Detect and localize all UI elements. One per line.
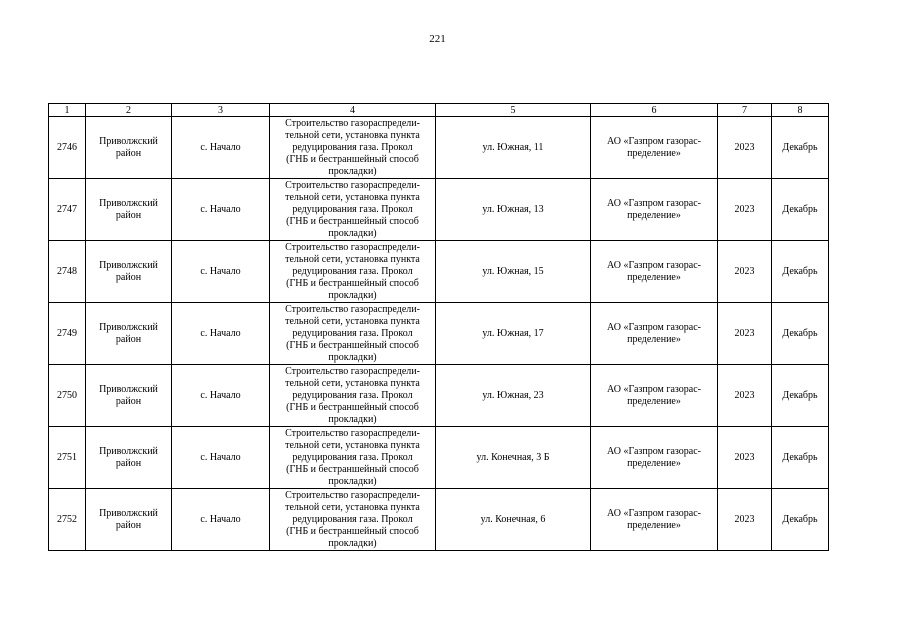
- settlement-cell: с. Начало: [172, 365, 270, 427]
- address-cell: ул. Южная, 11: [436, 117, 591, 179]
- table-row: [49, 365, 829, 427]
- organization-cell: АО «Газпром газорас- пределение»: [591, 489, 718, 551]
- month-cell: Декабрь: [772, 365, 829, 427]
- year-cell: 2023: [718, 427, 772, 489]
- address-cell: ул. Южная, 17: [436, 303, 591, 365]
- works-table: [48, 103, 829, 551]
- year-cell: 2023: [718, 241, 772, 303]
- settlement-cell: с. Начало: [172, 427, 270, 489]
- organization-cell: АО «Газпром газорас- пределение»: [591, 117, 718, 179]
- column-header: 8: [772, 104, 829, 117]
- organization-cell: АО «Газпром газорас- пределение»: [591, 241, 718, 303]
- district-cell: Приволжский район: [86, 365, 172, 427]
- month-cell: Декабрь: [772, 241, 829, 303]
- column-header: 7: [718, 104, 772, 117]
- address-cell: ул. Конечная, 3 Б: [436, 427, 591, 489]
- row-number-cell: 2751: [49, 427, 86, 489]
- work-description-cell: Строительство газораспредели- тельной сети, установка пункта редуцирования газа. Прокол (ГНБ и бестраншейный способ прокладки): [270, 365, 436, 427]
- column-header: 6: [591, 104, 718, 117]
- month-cell: Декабрь: [772, 179, 829, 241]
- organization-cell: АО «Газпром газорас- пределение»: [591, 365, 718, 427]
- table-row: [49, 117, 829, 179]
- column-header: 4: [270, 104, 436, 117]
- settlement-cell: с. Начало: [172, 489, 270, 551]
- row-number-cell: 2748: [49, 241, 86, 303]
- address-cell: ул. Конечная, 6: [436, 489, 591, 551]
- district-cell: Приволжский район: [86, 489, 172, 551]
- organization-cell: АО «Газпром газорас- пределение»: [591, 179, 718, 241]
- district-cell: Приволжский район: [86, 179, 172, 241]
- table-row: [49, 241, 829, 303]
- settlement-cell: с. Начало: [172, 179, 270, 241]
- table-row: [49, 489, 829, 551]
- year-cell: 2023: [718, 489, 772, 551]
- row-number-cell: 2747: [49, 179, 86, 241]
- month-cell: Декабрь: [772, 427, 829, 489]
- month-cell: Декабрь: [772, 303, 829, 365]
- month-cell: Декабрь: [772, 489, 829, 551]
- work-description-cell: Строительство газораспредели- тельной сети, установка пункта редуцирования газа. Прокол (ГНБ и бестраншейный способ прокладки): [270, 303, 436, 365]
- row-number-cell: 2746: [49, 117, 86, 179]
- district-cell: Приволжский район: [86, 303, 172, 365]
- table-row: [49, 303, 829, 365]
- year-cell: 2023: [718, 179, 772, 241]
- table-row: [49, 179, 829, 241]
- month-cell: Декабрь: [772, 117, 829, 179]
- address-cell: ул. Южная, 13: [436, 179, 591, 241]
- page-number: 221: [429, 33, 446, 45]
- row-number-cell: 2752: [49, 489, 86, 551]
- district-cell: Приволжский район: [86, 427, 172, 489]
- work-description-cell: Строительство газораспредели- тельной сети, установка пункта редуцирования газа. Прокол (ГНБ и бестраншейный способ прокладки): [270, 117, 436, 179]
- column-header: 1: [49, 104, 86, 117]
- year-cell: 2023: [718, 303, 772, 365]
- year-cell: 2023: [718, 117, 772, 179]
- organization-cell: АО «Газпром газорас- пределение»: [591, 427, 718, 489]
- row-number-cell: 2750: [49, 365, 86, 427]
- work-description-cell: Строительство газораспредели- тельной сети, установка пункта редуцирования газа. Прокол (ГНБ и бестраншейный способ прокладки): [270, 241, 436, 303]
- table-row: [49, 427, 829, 489]
- column-header: 3: [172, 104, 270, 117]
- district-cell: Приволжский район: [86, 241, 172, 303]
- work-description-cell: Строительство газораспредели- тельной сети, установка пункта редуцирования газа. Прокол (ГНБ и бестраншейный способ прокладки): [270, 489, 436, 551]
- row-number-cell: 2749: [49, 303, 86, 365]
- settlement-cell: с. Начало: [172, 117, 270, 179]
- column-number-row: [49, 104, 829, 117]
- district-cell: Приволжский район: [86, 117, 172, 179]
- settlement-cell: с. Начало: [172, 303, 270, 365]
- settlement-cell: с. Начало: [172, 241, 270, 303]
- column-header: 2: [86, 104, 172, 117]
- year-cell: 2023: [718, 365, 772, 427]
- address-cell: ул. Южная, 15: [436, 241, 591, 303]
- work-description-cell: Строительство газораспредели- тельной сети, установка пункта редуцирования газа. Прокол (ГНБ и бестраншейный способ прокладки): [270, 427, 436, 489]
- address-cell: ул. Южная, 23: [436, 365, 591, 427]
- work-description-cell: Строительство газораспредели- тельной сети, установка пункта редуцирования газа. Прокол (ГНБ и бестраншейный способ прокладки): [270, 179, 436, 241]
- column-header: 5: [436, 104, 591, 117]
- organization-cell: АО «Газпром газорас- пределение»: [591, 303, 718, 365]
